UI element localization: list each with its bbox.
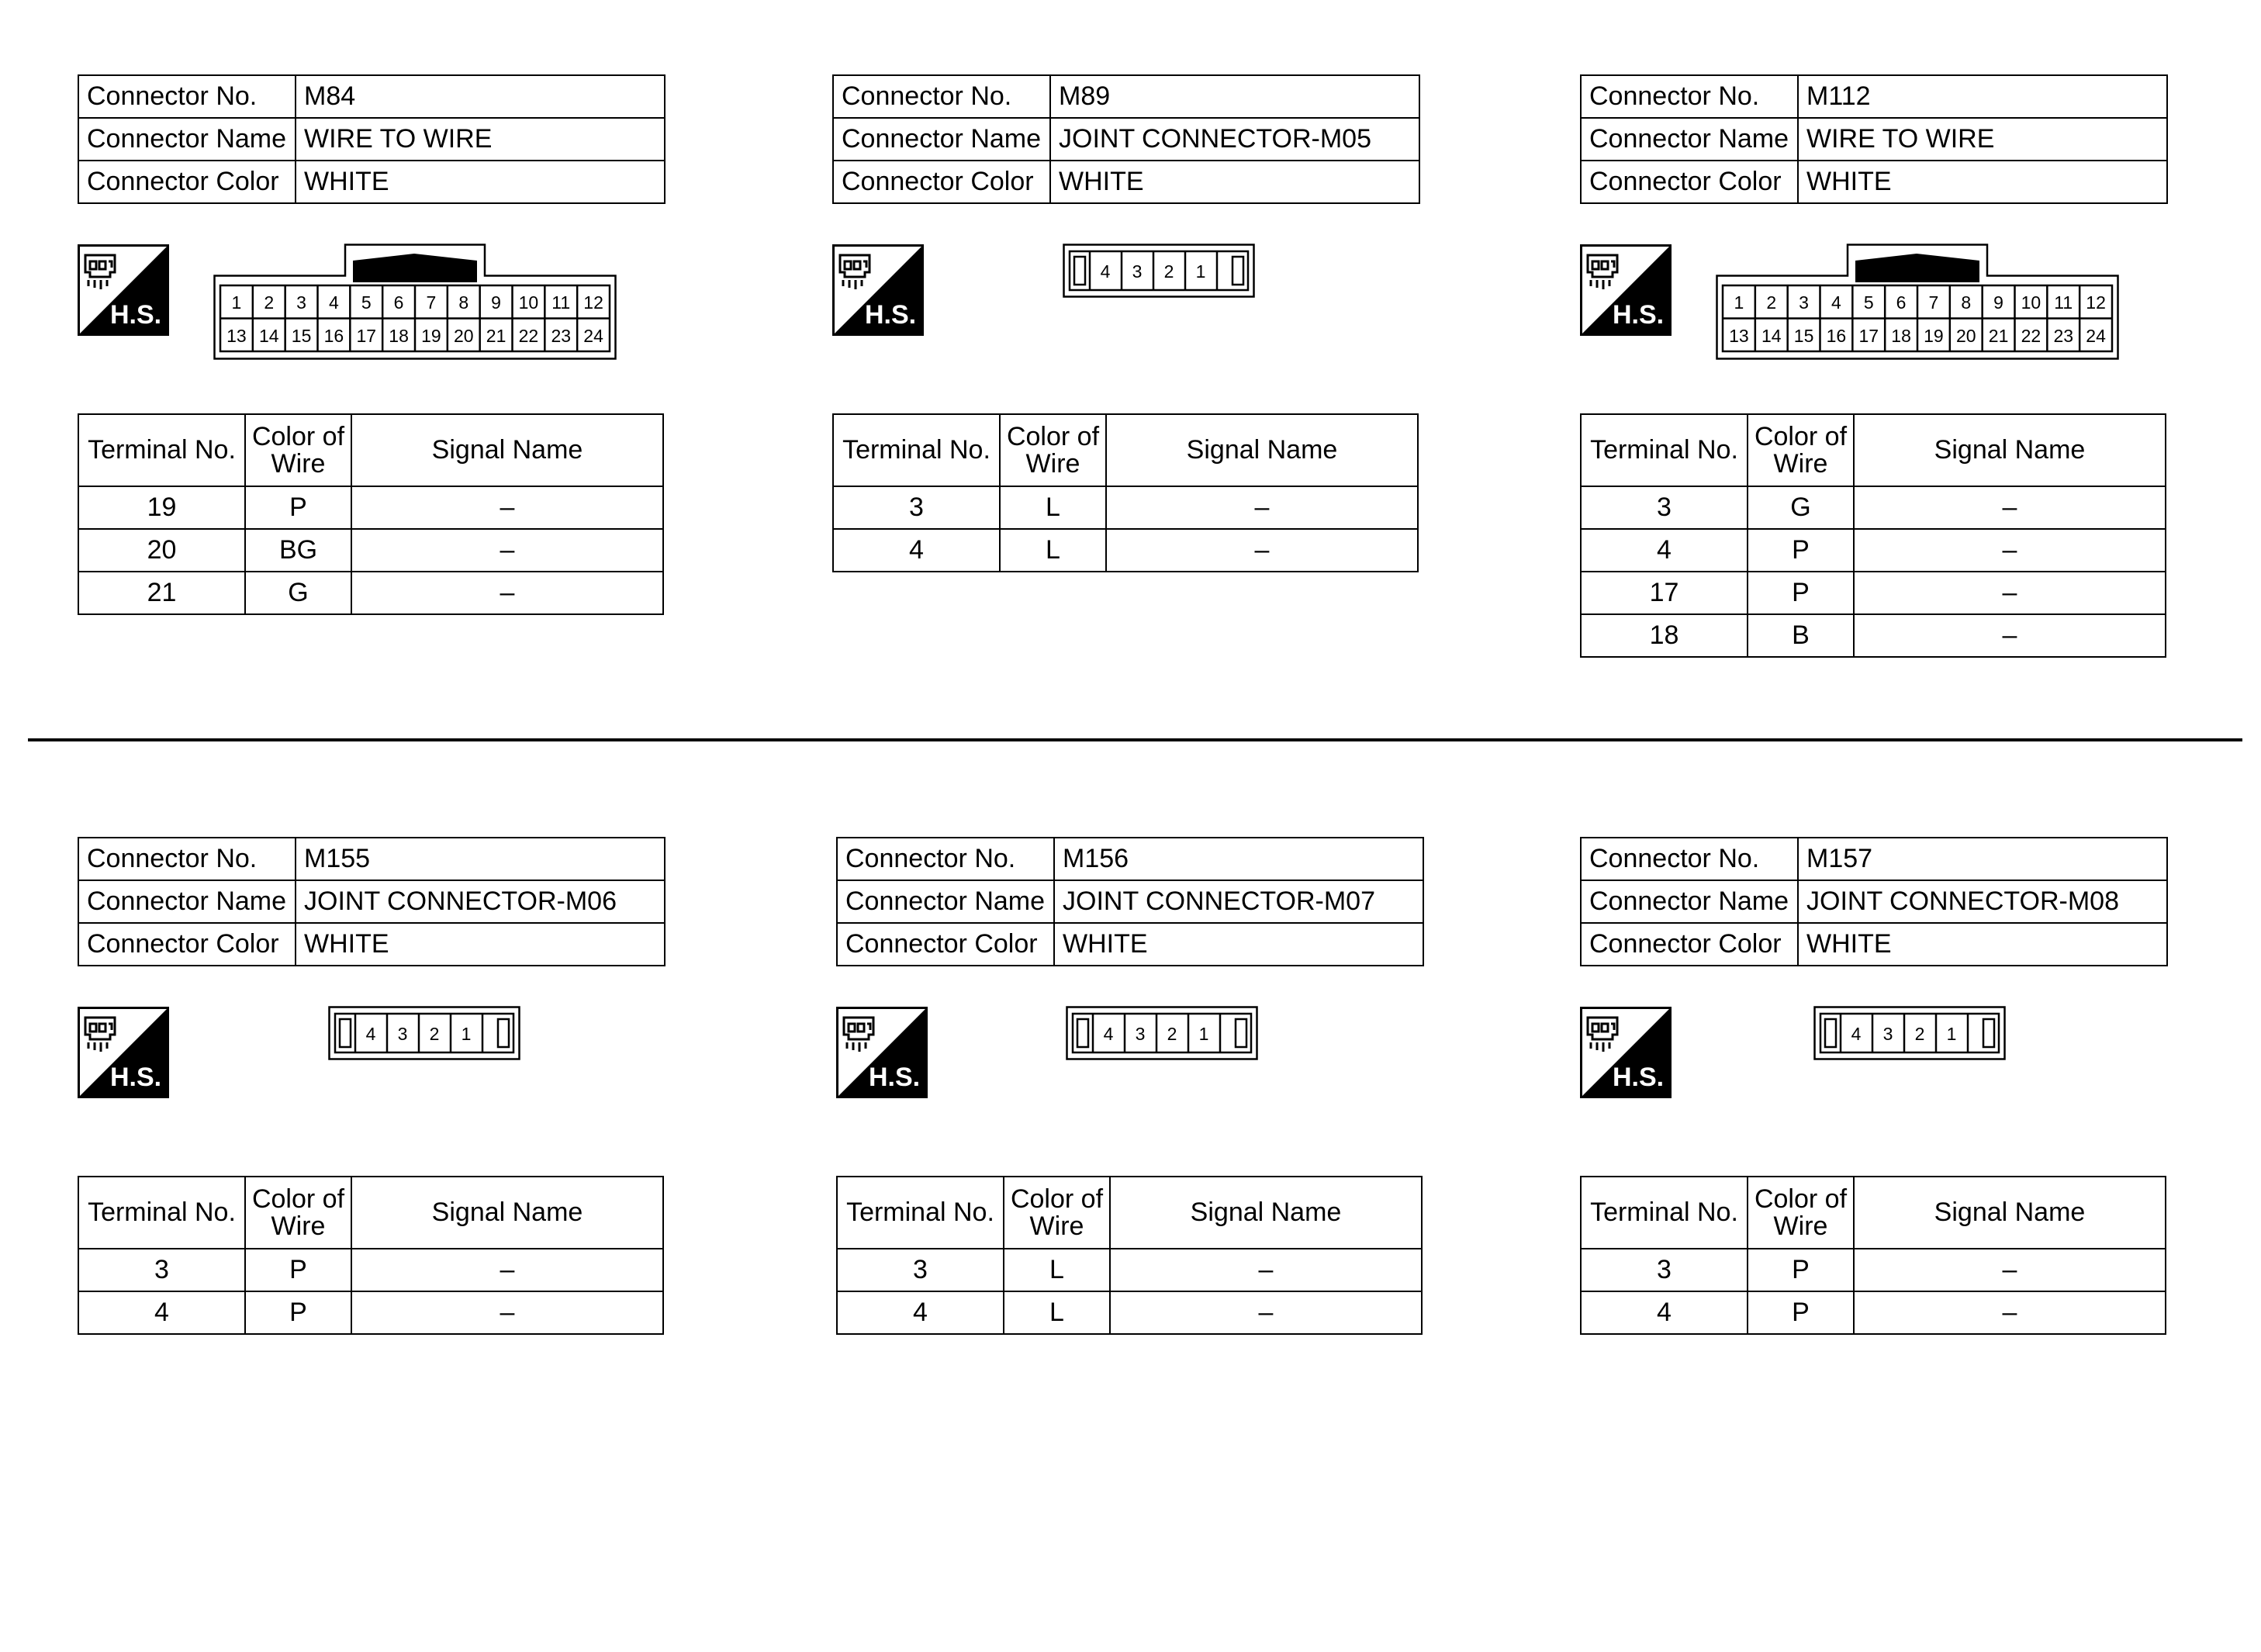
connector-no-value: M84 xyxy=(296,75,665,118)
signal-cell: – xyxy=(1854,1249,2166,1291)
terminal-cell: 4 xyxy=(833,529,1000,572)
connector-name-label: Connector Name xyxy=(837,880,1054,923)
hs-badge-text: H.S. xyxy=(109,1063,162,1092)
connector-name-value: JOINT CONNECTOR-M08 xyxy=(1798,880,2167,923)
signal-cell: – xyxy=(1854,486,2166,529)
connector-info-table xyxy=(78,74,666,204)
connector-panel-m156 xyxy=(836,837,1441,1535)
terminal-no-header: Terminal No. xyxy=(837,1177,1004,1249)
wire-color-cell: L xyxy=(1004,1291,1110,1334)
hs-harness-side-icon xyxy=(832,244,924,336)
pin-label: 14 xyxy=(258,326,279,346)
wire-color-cell: P xyxy=(1748,1291,1854,1334)
pin-label: 23 xyxy=(551,326,572,346)
wire-text: Wire xyxy=(271,448,326,479)
pin-label: 17 xyxy=(1858,326,1879,346)
color-of-wire-header xyxy=(1000,414,1106,486)
connector-name-label: Connector Name xyxy=(78,880,296,923)
pin-label: 24 xyxy=(583,326,603,346)
connector-face-4pin xyxy=(1813,1006,2006,1060)
terminal-cell: 18 xyxy=(1581,614,1748,657)
signal-name-header: Signal Name xyxy=(1854,1177,2166,1249)
connector-panel-m155 xyxy=(78,837,683,1535)
pin-label: 20 xyxy=(453,326,474,346)
pin-label: 11 xyxy=(551,292,571,313)
wire-color-cell: G xyxy=(245,572,351,614)
pin-label: 1 xyxy=(461,1024,472,1044)
wire-color-cell: P xyxy=(245,486,351,529)
pin-label: 2 xyxy=(264,292,275,313)
pin-label: 14 xyxy=(1761,326,1782,346)
pin-label: 7 xyxy=(1928,292,1939,313)
pin-label: 2 xyxy=(1167,1024,1177,1044)
hs-badge-text: H.S. xyxy=(1612,1063,1665,1092)
signal-cell: – xyxy=(1854,572,2166,614)
connector-color-value: WHITE xyxy=(1050,161,1419,203)
connector-face-4pin xyxy=(328,1006,520,1060)
connector-color-value: WHITE xyxy=(1054,923,1423,966)
pin-label: 13 xyxy=(226,326,247,346)
wire-text: Wire xyxy=(1025,448,1080,479)
hs-harness-side-icon xyxy=(78,1007,169,1098)
pin-label: 15 xyxy=(1793,326,1814,346)
connector-info-table xyxy=(78,837,666,966)
connector-info-table xyxy=(1580,74,2168,204)
signal-cell: – xyxy=(351,529,663,572)
pin-label: 2 xyxy=(1766,292,1777,313)
signal-name-header: Signal Name xyxy=(351,414,663,486)
connector-color-label: Connector Color xyxy=(833,161,1050,203)
color-of-text: Color of xyxy=(251,421,345,451)
hs-harness-side-icon xyxy=(78,244,169,336)
pin-label: 6 xyxy=(393,292,404,313)
pin-label: 16 xyxy=(1826,326,1847,346)
terminal-cell: 4 xyxy=(1581,529,1748,572)
connector-panel-m84 xyxy=(78,74,683,772)
pin-label: 17 xyxy=(356,326,377,346)
pin-label: 3 xyxy=(1882,1024,1893,1044)
pin-label: 2 xyxy=(1163,261,1174,282)
pin-label: 1 xyxy=(1734,292,1744,313)
connector-name-value: JOINT CONNECTOR-M06 xyxy=(296,880,665,923)
hs-badge-text: H.S. xyxy=(1612,300,1665,330)
pin-label: 4 xyxy=(1100,261,1111,282)
table-row xyxy=(78,1291,663,1334)
color-of-wire-header xyxy=(245,1177,351,1249)
wire-color-cell: G xyxy=(1748,486,1854,529)
terminal-no-header: Terminal No. xyxy=(78,1177,245,1249)
signal-name-header: Signal Name xyxy=(351,1177,663,1249)
terminal-cell: 4 xyxy=(78,1291,245,1334)
connector-info-table xyxy=(832,74,1420,204)
table-row xyxy=(833,486,1418,529)
connector-name-value: WIRE TO WIRE xyxy=(1798,118,2167,161)
connector-color-value: WHITE xyxy=(296,923,665,966)
color-of-wire-header xyxy=(1748,414,1854,486)
pin-label: 12 xyxy=(2086,292,2106,313)
pin-label: 20 xyxy=(1955,326,1976,346)
pin-label: 12 xyxy=(583,292,603,313)
pin-label: 21 xyxy=(486,326,506,346)
connector-no-value: M89 xyxy=(1050,75,1419,118)
signal-cell: – xyxy=(1106,529,1418,572)
pin-label: 6 xyxy=(1896,292,1907,313)
connector-no-label: Connector No. xyxy=(78,838,296,880)
color-of-text: Color of xyxy=(1754,421,1848,451)
lock-slot-right xyxy=(1232,257,1243,285)
pin-label: 5 xyxy=(361,292,372,313)
pin-label: 3 xyxy=(1132,261,1143,282)
hs-harness-side-icon xyxy=(836,1007,928,1098)
connector-color-value: WHITE xyxy=(1798,923,2167,966)
lock-slot-left xyxy=(1074,257,1085,285)
connector-no-label: Connector No. xyxy=(833,75,1050,118)
terminal-table xyxy=(78,413,664,615)
terminal-cell: 21 xyxy=(78,572,245,614)
terminal-cell: 3 xyxy=(78,1249,245,1291)
pin-label: 1 xyxy=(231,292,242,313)
terminal-cell: 3 xyxy=(1581,1249,1748,1291)
connector-name-label: Connector Name xyxy=(78,118,296,161)
connector-face-24pin xyxy=(213,244,617,360)
signal-cell: – xyxy=(1854,1291,2166,1334)
pin-label: 19 xyxy=(421,326,441,346)
wire-text: Wire xyxy=(271,1211,326,1241)
color-of-text: Color of xyxy=(1010,1184,1104,1214)
table-row xyxy=(1581,529,2166,572)
color-of-text: Color of xyxy=(1754,1184,1848,1214)
pin-label: 3 xyxy=(1135,1024,1146,1044)
pin-label: 10 xyxy=(2021,292,2041,313)
wire-color-cell: BG xyxy=(245,529,351,572)
connector-color-value: WHITE xyxy=(1798,161,2167,203)
signal-cell: – xyxy=(351,1291,663,1334)
signal-name-header: Signal Name xyxy=(1110,1177,1422,1249)
color-of-wire-header xyxy=(1004,1177,1110,1249)
pin-label: 3 xyxy=(397,1024,408,1044)
signal-name-header: Signal Name xyxy=(1106,414,1418,486)
pin-label: 2 xyxy=(429,1024,440,1044)
signal-cell: – xyxy=(351,572,663,614)
lock-slot-left xyxy=(1825,1019,1836,1047)
color-of-wire-header xyxy=(245,414,351,486)
connector-no-label: Connector No. xyxy=(1581,75,1798,118)
pin-label: 1 xyxy=(1198,1024,1209,1044)
connector-no-value: M156 xyxy=(1054,838,1423,880)
pin-label: 1 xyxy=(1946,1024,1957,1044)
hs-harness-side-icon xyxy=(1580,1007,1672,1098)
connector-color-label: Connector Color xyxy=(78,923,296,966)
terminal-cell: 3 xyxy=(1581,486,1748,529)
terminal-cell: 3 xyxy=(833,486,1000,529)
connector-name-value: JOINT CONNECTOR-M05 xyxy=(1050,118,1419,161)
pin-label: 9 xyxy=(491,292,501,313)
connector-face-4pin xyxy=(1063,244,1255,298)
signal-cell: – xyxy=(1854,614,2166,657)
color-of-text: Color of xyxy=(251,1184,345,1214)
pin-label: 8 xyxy=(1961,292,1972,313)
pin-label: 4 xyxy=(329,292,339,313)
connector-color-value: WHITE xyxy=(296,161,665,203)
connector-face-24pin xyxy=(1716,244,2119,360)
pin-label: 19 xyxy=(1924,326,1944,346)
connector-color-label: Connector Color xyxy=(1581,923,1798,966)
table-row xyxy=(1581,486,2166,529)
section-divider xyxy=(28,738,2242,741)
pin-label: 4 xyxy=(1831,292,1841,313)
pin-label: 5 xyxy=(1863,292,1874,313)
wire-text: Wire xyxy=(1029,1211,1084,1241)
wire-color-cell: P xyxy=(1748,572,1854,614)
connector-name-label: Connector Name xyxy=(833,118,1050,161)
wire-color-cell: P xyxy=(1748,529,1854,572)
lock-slot-right xyxy=(1983,1019,1994,1047)
terminal-no-header: Terminal No. xyxy=(833,414,1000,486)
hs-badge-text: H.S. xyxy=(868,1063,921,1092)
wire-color-cell: P xyxy=(245,1249,351,1291)
pin-label: 18 xyxy=(1891,326,1911,346)
wire-color-cell: B xyxy=(1748,614,1854,657)
pin-label: 24 xyxy=(2086,326,2106,346)
connector-no-label: Connector No. xyxy=(78,75,296,118)
signal-name-header: Signal Name xyxy=(1854,414,2166,486)
terminal-table xyxy=(836,1176,1423,1335)
table-row xyxy=(837,1249,1422,1291)
connector-name-value: JOINT CONNECTOR-M07 xyxy=(1054,880,1423,923)
pin-label: 4 xyxy=(365,1024,376,1044)
pin-label: 18 xyxy=(389,326,409,346)
connector-no-label: Connector No. xyxy=(837,838,1054,880)
terminal-cell: 17 xyxy=(1581,572,1748,614)
connector-name-label: Connector Name xyxy=(1581,118,1798,161)
lock-slot-left xyxy=(340,1019,351,1047)
terminal-table xyxy=(832,413,1419,572)
pin-label: 22 xyxy=(518,326,539,346)
pin-label: 22 xyxy=(2021,326,2041,346)
terminal-table xyxy=(78,1176,664,1335)
pin-label: 7 xyxy=(426,292,437,313)
table-row xyxy=(78,572,663,614)
wire-color-cell: P xyxy=(245,1291,351,1334)
color-of-text: Color of xyxy=(1006,421,1100,451)
signal-cell: – xyxy=(351,1249,663,1291)
hs-harness-side-icon xyxy=(1580,244,1672,336)
signal-cell: – xyxy=(1110,1249,1422,1291)
connector-panel-m157 xyxy=(1580,837,2185,1535)
table-row xyxy=(1581,1291,2166,1334)
connector-no-value: M112 xyxy=(1798,75,2167,118)
table-row xyxy=(1581,614,2166,657)
signal-cell: – xyxy=(1110,1291,1422,1334)
connector-color-label: Connector Color xyxy=(1581,161,1798,203)
connector-panel-m89 xyxy=(832,74,1437,772)
lock-slot-right xyxy=(498,1019,509,1047)
table-row xyxy=(1581,572,2166,614)
lock-slot-right xyxy=(1236,1019,1246,1047)
table-row xyxy=(1581,1249,2166,1291)
table-row xyxy=(833,529,1418,572)
terminal-no-header: Terminal No. xyxy=(1581,414,1748,486)
wire-color-cell: L xyxy=(1004,1249,1110,1291)
wire-text: Wire xyxy=(1773,448,1828,479)
pin-label: 16 xyxy=(323,326,344,346)
terminal-no-header: Terminal No. xyxy=(78,414,245,486)
connector-no-value: M157 xyxy=(1798,838,2167,880)
terminal-cell: 3 xyxy=(837,1249,1004,1291)
connector-panel-m112 xyxy=(1580,74,2185,772)
signal-cell: – xyxy=(1106,486,1418,529)
wire-color-cell: P xyxy=(1748,1249,1854,1291)
hs-badge-text: H.S. xyxy=(864,300,917,330)
connector-color-label: Connector Color xyxy=(78,161,296,203)
color-of-wire-header xyxy=(1748,1177,1854,1249)
pin-label: 11 xyxy=(2054,292,2073,313)
connector-no-value: M155 xyxy=(296,838,665,880)
lock-slot-left xyxy=(1077,1019,1088,1047)
terminal-cell: 19 xyxy=(78,486,245,529)
connector-face-4pin xyxy=(1066,1006,1258,1060)
connector-color-label: Connector Color xyxy=(837,923,1054,966)
table-row xyxy=(78,1249,663,1291)
pin-label: 4 xyxy=(1103,1024,1114,1044)
connector-name-value: WIRE TO WIRE xyxy=(296,118,665,161)
pin-label: 3 xyxy=(1799,292,1809,313)
pin-label: 9 xyxy=(1993,292,2003,313)
terminal-cell: 20 xyxy=(78,529,245,572)
connector-name-label: Connector Name xyxy=(1581,880,1798,923)
pin-label: 3 xyxy=(296,292,306,313)
connector-info-table xyxy=(1580,837,2168,966)
pin-label: 21 xyxy=(1988,326,2009,346)
wire-color-cell: L xyxy=(1000,529,1106,572)
hs-badge-text: H.S. xyxy=(109,300,162,330)
wire-text: Wire xyxy=(1773,1211,1828,1241)
wire-color-cell: L xyxy=(1000,486,1106,529)
table-row xyxy=(837,1291,1422,1334)
terminal-table xyxy=(1580,1176,2166,1335)
pin-label: 10 xyxy=(518,292,539,313)
terminal-table xyxy=(1580,413,2166,658)
connector-info-table xyxy=(836,837,1424,966)
pin-label: 4 xyxy=(1851,1024,1862,1044)
pin-label: 2 xyxy=(1914,1024,1925,1044)
pin-label: 8 xyxy=(458,292,469,313)
connector-no-label: Connector No. xyxy=(1581,838,1798,880)
table-row xyxy=(78,529,663,572)
table-row xyxy=(78,486,663,529)
terminal-no-header: Terminal No. xyxy=(1581,1177,1748,1249)
pin-label: 1 xyxy=(1195,261,1206,282)
pin-label: 15 xyxy=(291,326,312,346)
pin-label: 23 xyxy=(2053,326,2074,346)
terminal-cell: 4 xyxy=(837,1291,1004,1334)
pin-label: 13 xyxy=(1729,326,1749,346)
signal-cell: – xyxy=(351,486,663,529)
terminal-cell: 4 xyxy=(1581,1291,1748,1334)
signal-cell: – xyxy=(1854,529,2166,572)
